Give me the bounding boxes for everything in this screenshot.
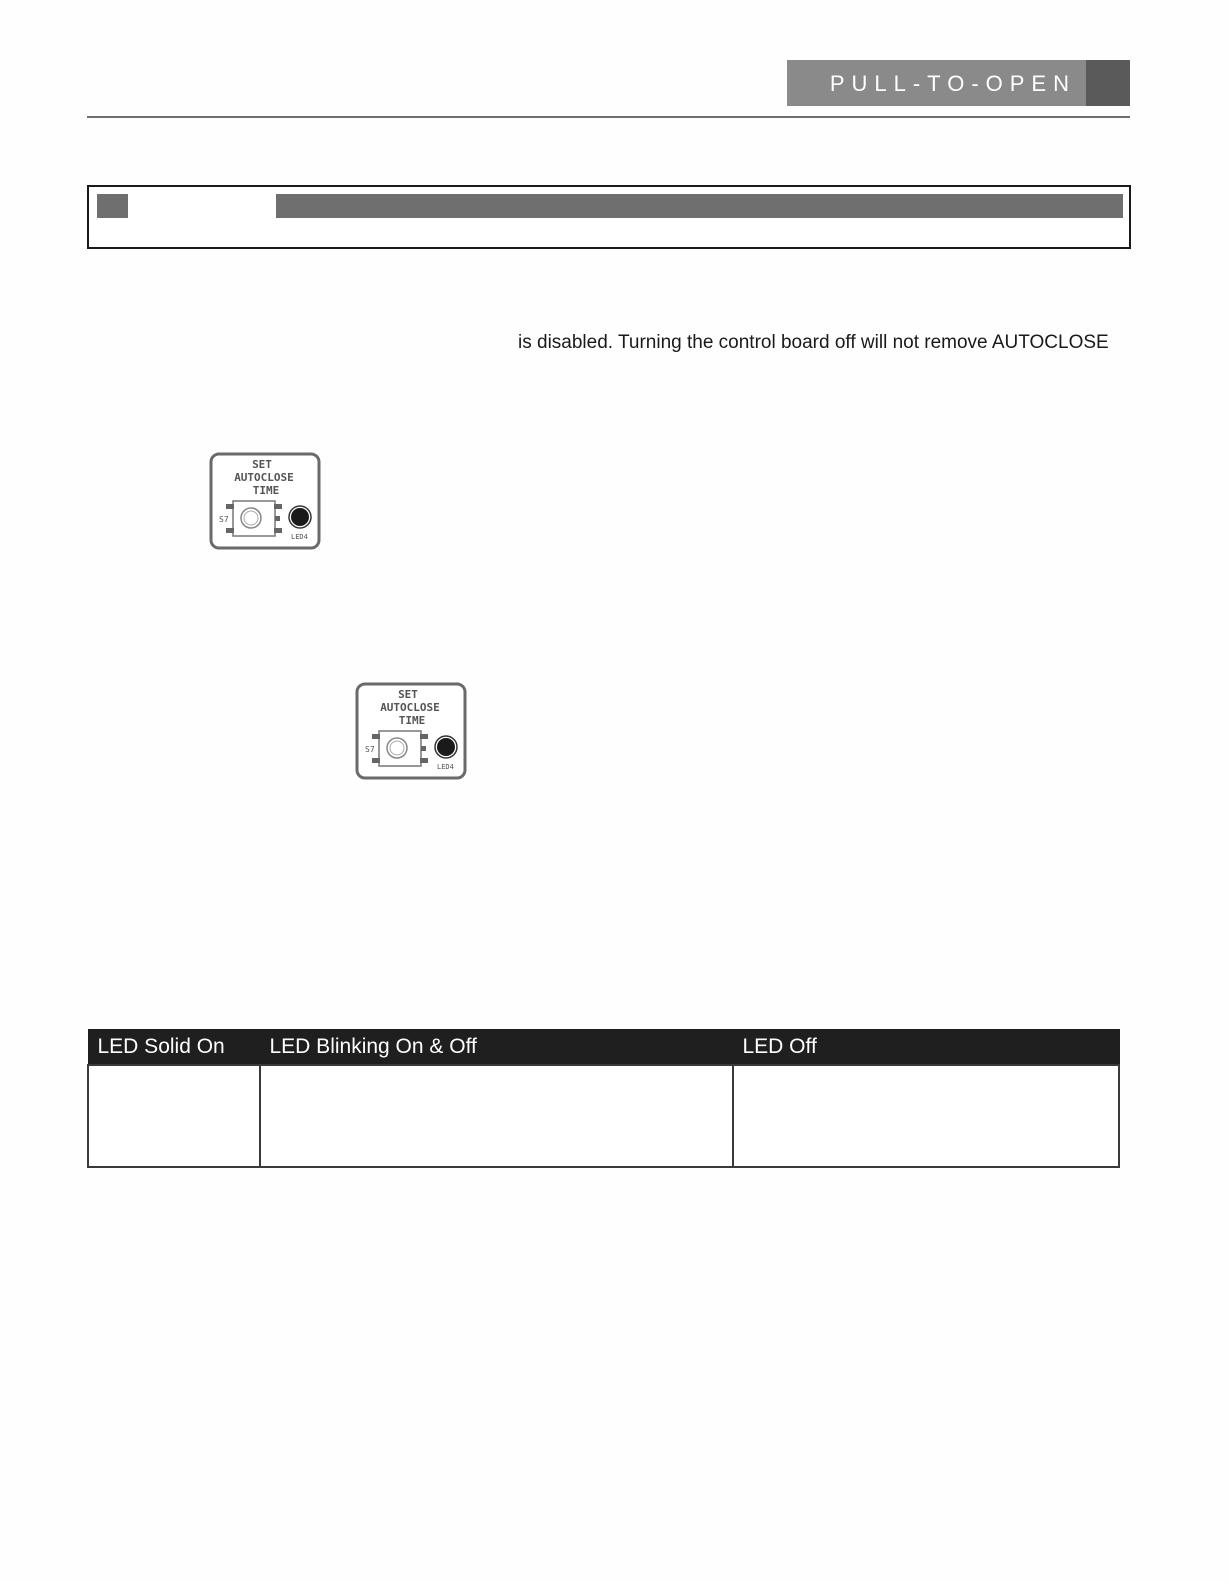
pushbutton-switch-icon bbox=[372, 731, 428, 766]
widget-label-line3: TIME bbox=[252, 484, 280, 497]
led-status-table bbox=[87, 1029, 1120, 1168]
column-header-led-blinking: LED Blinking On & Off bbox=[260, 1030, 733, 1066]
column-header-led-solid-on: LED Solid On bbox=[88, 1030, 260, 1066]
led-indicator-icon bbox=[435, 736, 457, 758]
pushbutton-switch-icon bbox=[226, 501, 282, 536]
set-autoclose-time-button[interactable] bbox=[209, 452, 321, 550]
led-label: LED4 bbox=[291, 533, 308, 541]
section-heading-box bbox=[87, 185, 1131, 249]
switch-label: S7 bbox=[365, 745, 375, 754]
body-paragraph-line: is disabled. Turning the control board off will not remove AUTOCLOSE bbox=[518, 332, 1109, 353]
table-row bbox=[88, 1065, 1119, 1167]
widget-label-line2: AUTOCLOSE bbox=[380, 701, 440, 714]
widget-label-line2: AUTOCLOSE bbox=[234, 471, 294, 484]
section-title-bar bbox=[276, 194, 1123, 218]
header-title: PULL-TO-OPEN bbox=[829, 71, 1076, 96]
set-autoclose-time-button[interactable] bbox=[355, 682, 467, 780]
control-board-diagram bbox=[209, 452, 321, 550]
widget-label-line1: SET bbox=[398, 688, 418, 701]
led-label: LED4 bbox=[437, 763, 454, 771]
table-header-row bbox=[88, 1030, 1119, 1066]
column-header-led-off: LED Off bbox=[733, 1030, 1119, 1066]
widget-label-line3: TIME bbox=[398, 714, 426, 727]
header-divider bbox=[87, 116, 1130, 118]
section-number-bar bbox=[97, 194, 128, 218]
table-cell bbox=[88, 1065, 260, 1167]
table-cell bbox=[733, 1065, 1119, 1167]
header-tab bbox=[787, 60, 1130, 106]
led-indicator-icon bbox=[289, 506, 311, 528]
control-board-diagram bbox=[355, 682, 467, 780]
header-tab-accent bbox=[1086, 60, 1130, 106]
widget-label-line1: SET bbox=[252, 458, 272, 471]
table-cell bbox=[260, 1065, 733, 1167]
switch-label: S7 bbox=[219, 515, 229, 524]
